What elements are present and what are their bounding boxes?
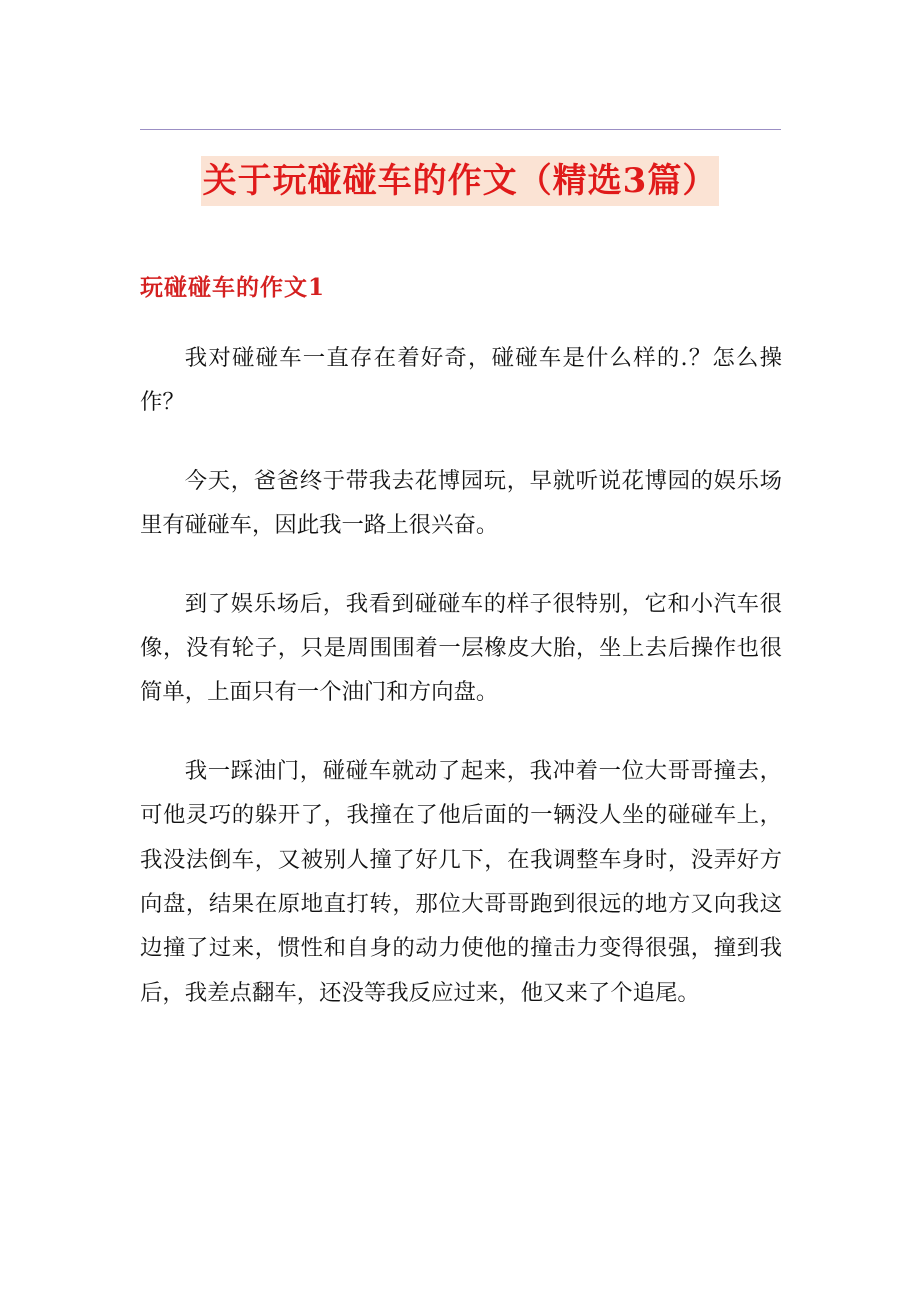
document-title: 关于玩碰碰车的作文（精选3篇）: [201, 156, 720, 206]
section-heading: 玩碰碰车的作文1: [140, 274, 326, 301]
title-container: [0, 156, 920, 206]
essay-body: [140, 336, 782, 1049]
paragraph-3: 到了娱乐场后，我看到碰碰车的样子很特别，它和小汽车很像，没有轮子，只是周围围着一层橡皮大胎，坐上去后操作也很简单，上面只有一个油门和方向盘。: [140, 590, 782, 706]
paragraph-4: 我一踩油门，碰碰车就动了起来，我冲着一位大哥哥撞去，可他灵巧的躲开了，我撞在了他后面的一辆没人坐的碰碰车上，我没法倒车，又被别人撞了好几下，在我调整车身时，没弄好方向盘，结果在原地直打转，那位大哥哥跑到很远的地方又向我这边撞了过来，惯性和自身的动力使他的撞击力变得很强，撞到我后，我差点翻车，还没等我反应过来，他又来了个追尾。: [140, 757, 782, 1006]
paragraph-1: 我对碰碰车一直存在着好奇，碰碰车是什么样的.？怎么操作？: [140, 345, 782, 416]
header-rule: [140, 129, 781, 130]
paragraph-2: 今天，爸爸终于带我去花博园玩，早就听说花博园的娱乐场里有碰碰车，因此我一路上很兴奋。: [140, 467, 782, 539]
